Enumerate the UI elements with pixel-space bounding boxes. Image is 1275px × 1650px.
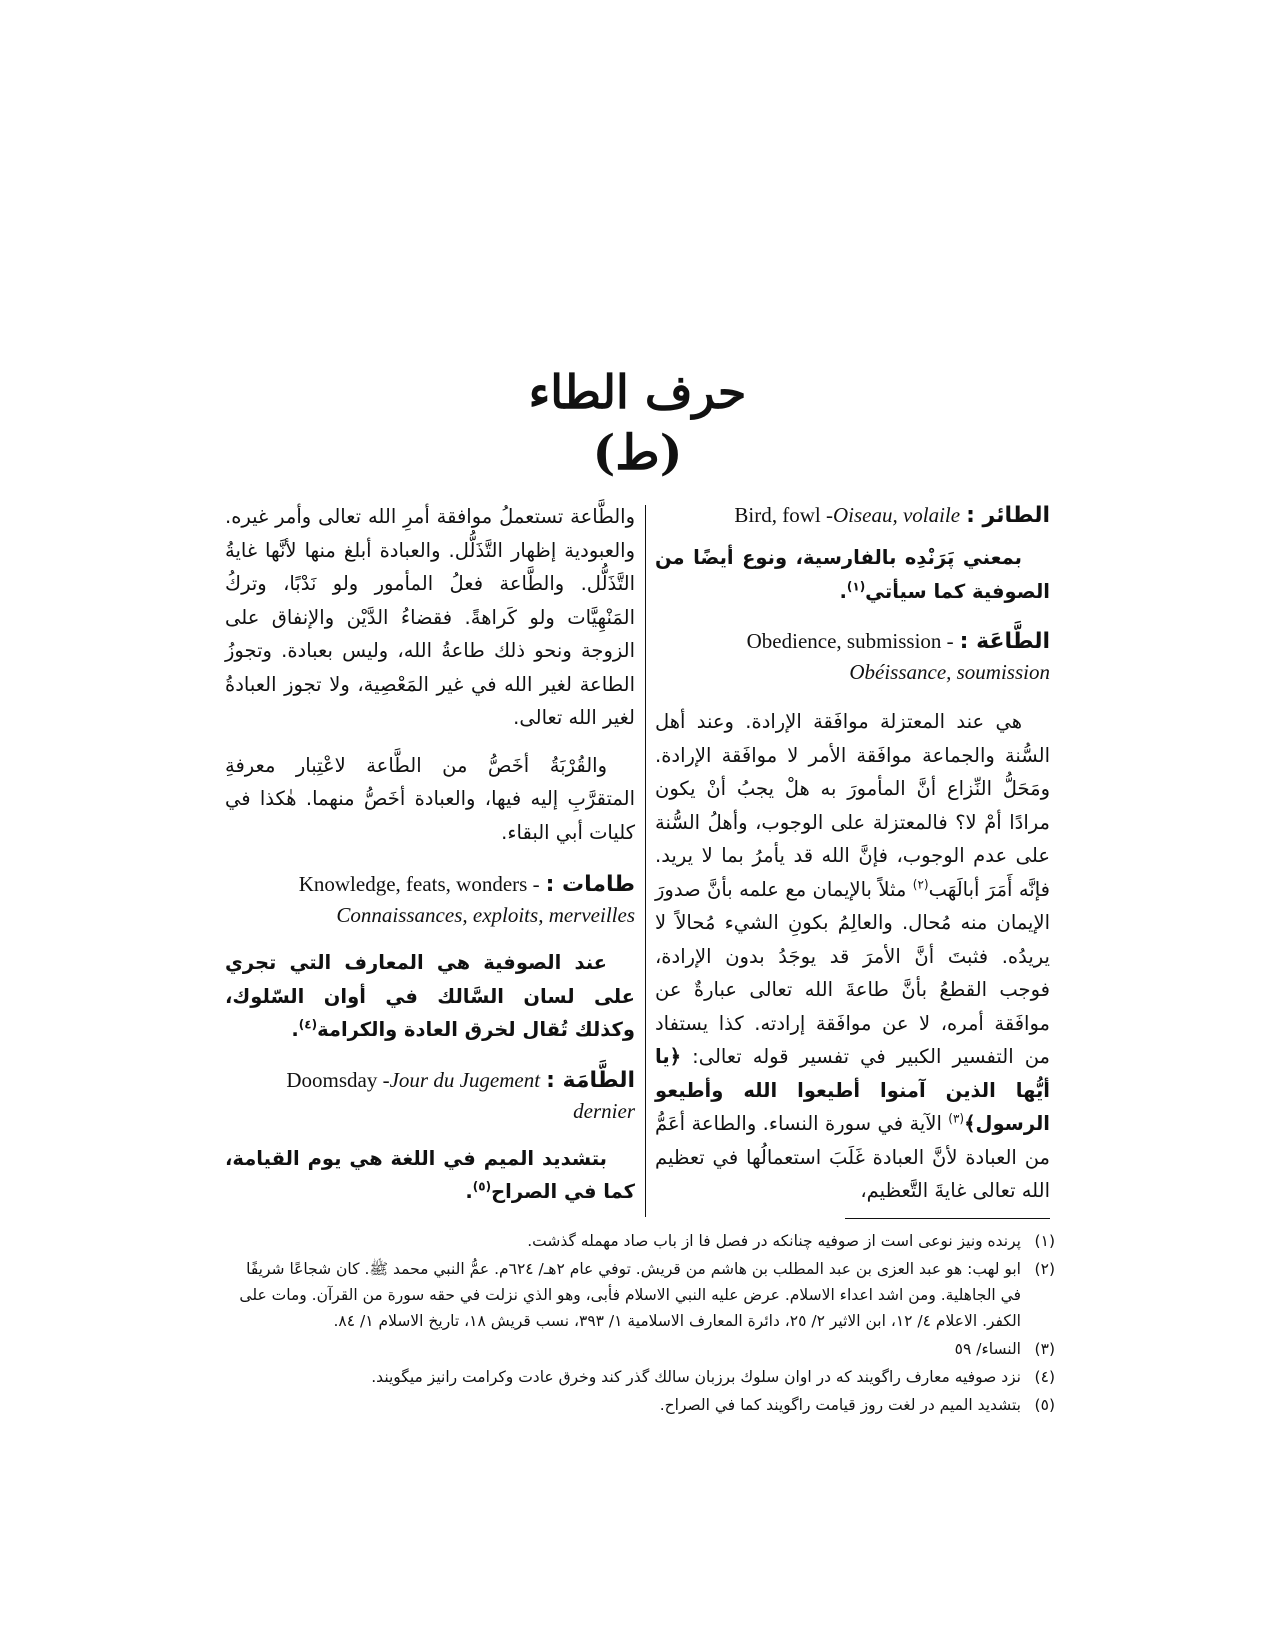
entry-definition <box>225 946 635 1047</box>
french-gloss: Jour du Jugement <box>389 1067 541 1092</box>
footnote-text: ابو لهب: هو عبد العزى بن عبد المطلب بن هاشم من قريش. توفي عام ٢هـ/ ٦٢٤م. عمُّ النبي محمد ﷺ. كان شجاعًا شريفًا في الجاهلية. ومن اشد اعداء الاسلام. عرض عليه النبي الاسلام فأبى، وهو الذي نزلت في حقه سورة من القرآن. ومات على الكفر. الاعلام ٤/ ١٢، ابن الاثير ٢/ ٢٥، دائرة المعارف الاسلامية ١/ ٣٩٣، نسب قريش ١٨، تاريخ الاسلام ١/ ٨٤. <box>239 1260 1021 1330</box>
punctuation: . <box>839 579 847 603</box>
entry-heading-bird <box>655 500 1050 531</box>
entry-definition <box>225 1142 635 1209</box>
definition-text: بمعني پَرَنْدِه بالفارسية، ونوع أيضًا من الصوفية كما سيأتي <box>655 546 1050 603</box>
headword: الطَّامَة : <box>546 1067 635 1093</box>
footnote-divider <box>845 1218 1050 1219</box>
footnote <box>225 1336 1055 1362</box>
headword: الطائر : <box>966 503 1050 528</box>
definition-text: مثلاً بالإيمان مع علمه بأنَّ صدورَ الإيمان منه مُحال. والعالِمُ بكونِ الشيء مُحالاً لا يريدُه. فثبتَ أنَّ الأمرَ قد يوجَدُ بدون الإرادة، فوجب القطعُ بأنَّ طاعةَ الله تعالى عبارةٌ عن موافَقة أمره، لا عن موافَقة إرادته. كذا يستفاد من التفسير الكبير في تفسير قوله تعالى: <box>655 877 1050 1068</box>
left-column <box>225 500 635 1223</box>
french-gloss-continued: dernier <box>573 1098 635 1123</box>
footnote-number: (٢) <box>1034 1260 1055 1278</box>
french-gloss: Obéissance, soumission <box>849 660 1050 684</box>
definition-text: بتشديد الميم في اللغة هي يوم القيامة، كما في الصراح <box>225 1146 635 1203</box>
column-divider <box>645 505 646 1217</box>
headword: طامات : <box>545 872 635 897</box>
paragraph: والقُرْبَةُ أخَصُّ من الطَّاعة لاعْتِبار معرفةِ المتقرَّبِ إليه فيها، والعبادة أخَصُّ منهما. هٰكذا في كليات أبي البقاء. <box>225 753 635 844</box>
continued-paragraph: والطَّاعة تستعملُ موافقة أمرِ الله تعالى وأمر غيره. والعبودية إظهار التَّذَلُّل. والعبادة أبلغ منها لأنَّها غايةُ التَّذَلُّل. والطَّاعة فعلُ المأمور ولو نَدْبًا، وتركُ المَنْهِيَّات ولو كَراهةً. فقضاءُ الدَّيْن والإنفاق على الزوجة ونحو ذلك طاعةُ الله، وليس بعبادة. وتجوزُ الطاعة لغير الله في غير المَعْصِية، ولا تجوز العبادةُ لغير الله تعالى. <box>225 505 635 729</box>
footnote-ref: (٥) <box>472 1179 492 1194</box>
definition-text: الآية في سورة النساء. والطاعة أعَمُّ من العبادة لأنَّ العبادة غَلَبَ استعمالُها في تعظيم الله تعالى غايةَ التَّعظيم، <box>655 1112 1050 1202</box>
chapter-letter: (ط) <box>592 425 683 481</box>
footnote-number: (٥) <box>1034 1396 1055 1414</box>
footnote-text: النساء/ ٥٩ <box>954 1340 1021 1358</box>
footnote-number: (٤) <box>1034 1368 1055 1386</box>
definition-text: هي عند المعتزلة موافَقة الإرادة. وعند أهل السُّنة والجماعة موافَقة الأمر لا موافَقة الإرادة. ومَحَلُّ النِّزاع أنَّ المأمورَ به هلْ يجبُ أنْ يكون مرادًا أمْ لا؟ فالمعتزلة على الوجوب، وأهلُ السُّنة على عدم الوجوب، فإنَّ الله قد يأمرُ بما لا يريد. فإنَّه أَمَرَ أبالَهَب <box>655 710 1050 901</box>
punctuation: . <box>465 1180 473 1203</box>
english-gloss: Doomsday - <box>286 1067 390 1092</box>
quran-quote: ﴿يا أيُّها الذين آمنوا أطيعوا الله وأطيعو الرسول﴾ <box>655 1045 1050 1135</box>
entry-definition <box>655 705 1050 1208</box>
footnote <box>225 1392 1055 1418</box>
right-column <box>655 500 1050 1222</box>
footnote <box>225 1256 1055 1334</box>
entry-definition <box>655 541 1050 608</box>
headword: الطَّاعَة : <box>959 629 1050 654</box>
entry-heading-tamma <box>225 1065 635 1126</box>
footnote-text: بتشديد الميم در لغت روز قيامت راگويند كما في الصراح. <box>659 1396 1021 1414</box>
footnote-number: (٣) <box>1034 1340 1055 1358</box>
footnote-number: (١) <box>1034 1232 1055 1250</box>
footnote-ref: (١) <box>846 579 866 593</box>
french-gloss: Connaissances, exploits, merveilles <box>336 903 635 927</box>
entry-heading-tamat <box>225 869 635 930</box>
footnotes <box>225 1228 1055 1420</box>
definition-text: عند الصوفية هي المعارف التي تجري على لسان السَّالك في أوان السّلوك، وكذلك تُقال لخرق العادة والكرامة <box>225 951 635 1041</box>
english-gloss: Bird, fowl - <box>734 503 833 527</box>
entry-heading-obedience <box>655 626 1050 687</box>
footnote-text: نزد صوفيه معارف راگويند كه در اوان سلوك برزبان سالك گذر كند وخرق عادت وكرامت رانيز ميگويند. <box>371 1368 1021 1386</box>
footnote-ref: (٢) <box>912 877 929 891</box>
chapter-title: حرف الطاء <box>528 365 747 419</box>
footnote <box>225 1364 1055 1390</box>
french-gloss: Oiseau, volaile <box>832 503 961 527</box>
footnote-ref: (٤) <box>298 1017 318 1032</box>
footnote-text: پرنده ونيز نوعى است از صوفيه چنانكه در فصل فا از باب صاد مهمله گذشت. <box>527 1232 1021 1250</box>
footnote-ref: (٣) <box>948 1111 965 1126</box>
english-gloss: Obedience, submission - <box>746 629 954 653</box>
punctuation: . <box>291 1018 299 1041</box>
footnote <box>225 1228 1055 1254</box>
english-gloss: Knowledge, feats, wonders - <box>298 872 540 896</box>
